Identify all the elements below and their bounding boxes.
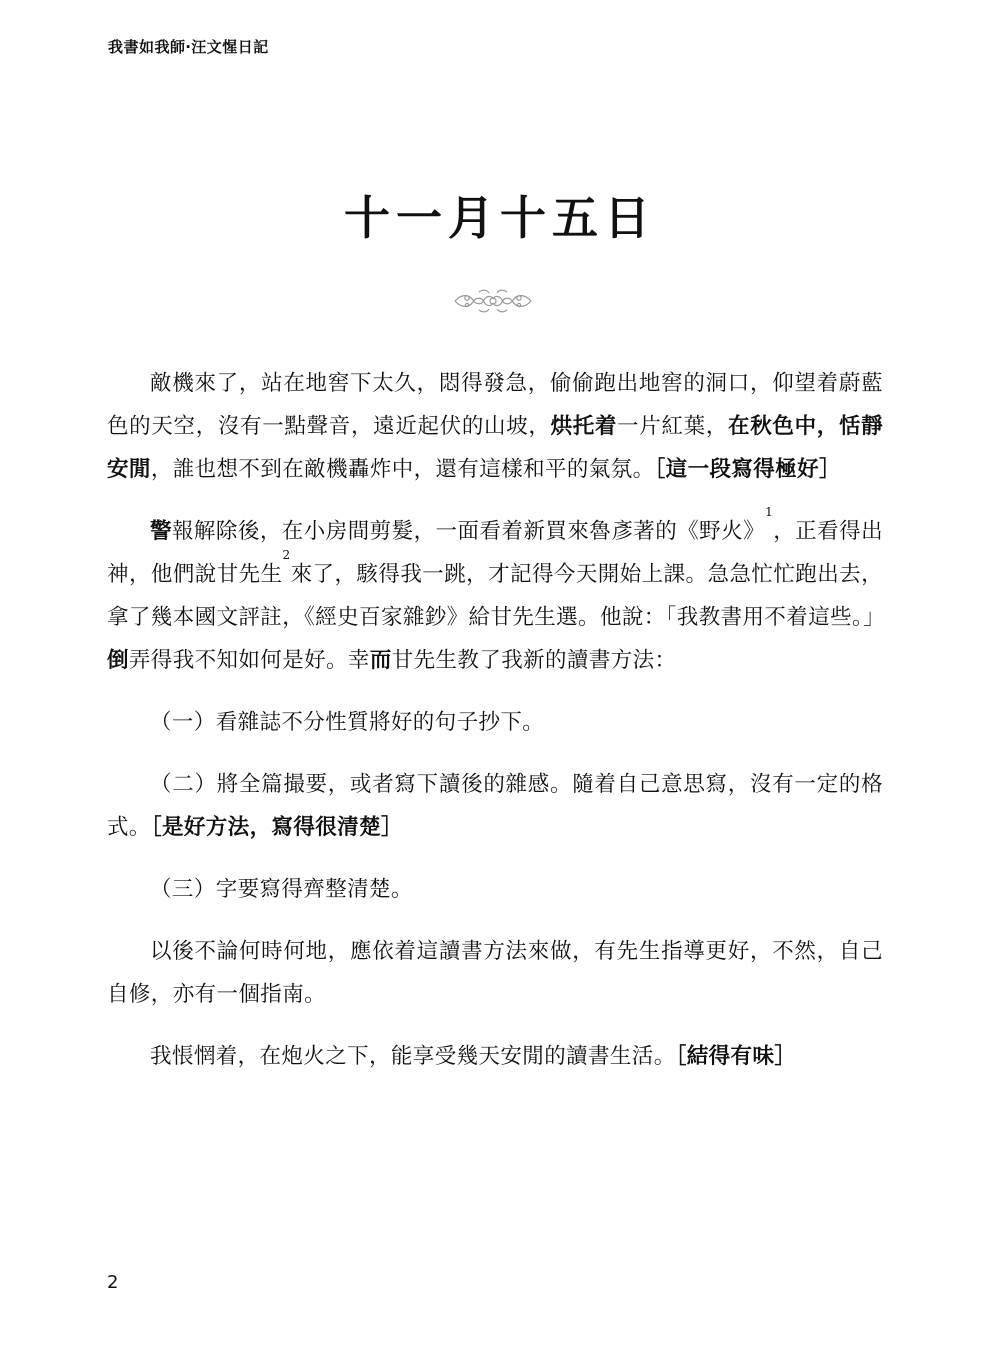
text-segment: 報解除後，在小房間剪髮，一面看着新買來魯彥著的《野火》	[171, 519, 766, 544]
diary-body	[107, 362, 886, 1078]
paragraph	[107, 1035, 883, 1078]
paragraph	[107, 701, 883, 744]
bold-text: 烘托着	[550, 414, 618, 439]
text-segment: （一）看雜誌不分性質將好的句子抄下。	[150, 710, 545, 735]
paragraph	[107, 868, 883, 911]
floral-scroll-ornament-icon	[451, 286, 535, 316]
text-segment: 弄得我不知如何是好。幸	[128, 648, 370, 673]
running-header: 我書如我師‧汪文惺日記	[108, 38, 269, 56]
paragraph	[107, 763, 883, 849]
text-segment: （二）將全篇撮要，或者寫下讀後的雜感。隨着自己意思寫，沒有一定的格式。	[107, 772, 883, 840]
footnote-marker: 2	[282, 548, 291, 562]
text-segment: ，正看得出神，他們說甘先生	[107, 519, 883, 587]
bold-text: ［這一段寫得極好］	[654, 457, 841, 482]
footnote-marker: 1	[765, 505, 774, 519]
bold-text: 倒	[107, 648, 129, 673]
text-segment: 甘先生教了我新的讀書方法：	[391, 648, 677, 673]
text-segment: 一片紅葉，	[617, 414, 729, 439]
text-segment: ，誰也想不到在敵機轟炸中，還有這樣和平的氣氛。	[150, 457, 655, 482]
bold-text: 而	[369, 648, 392, 673]
text-segment: 以後不論何時何地，應依着這讀書方法來做，有先生指導更好，不然，自己自修，亦有一個指南。	[107, 939, 883, 1007]
paragraph	[107, 362, 883, 491]
text-segment: （三）字要寫得齊整清楚。	[150, 877, 413, 902]
paragraph	[107, 930, 883, 1016]
bold-text: 警	[150, 519, 172, 544]
entry-date-title: 十一月十五日	[344, 191, 656, 245]
bold-text: ［結得有味］	[675, 1044, 797, 1069]
bold-text: ［是好方法，寫得很清楚］	[150, 815, 403, 840]
text-segment: 我悵惘着，在炮火之下，能享受幾天安閒的讀書生活。	[150, 1044, 676, 1069]
page-number: 2	[107, 1272, 119, 1293]
paragraph	[107, 505, 886, 682]
text-segment: 來了，駭得我一跳，才記得今天開始上課。急急忙忙跑出去，拿了幾本國文評註，《經史百家雜鈔》給甘先生選。他說：「我教書用不着這些。」	[107, 562, 886, 630]
text-segment: 敵機來了，站在地窖下太久，悶得發急，偷偷跑出地窖的洞口，仰望着蔚藍色的天空，沒有一點聲音，遠近起伏的山坡，	[107, 371, 883, 439]
bold-text: 在秋色中，恬靜安閒	[107, 414, 884, 482]
